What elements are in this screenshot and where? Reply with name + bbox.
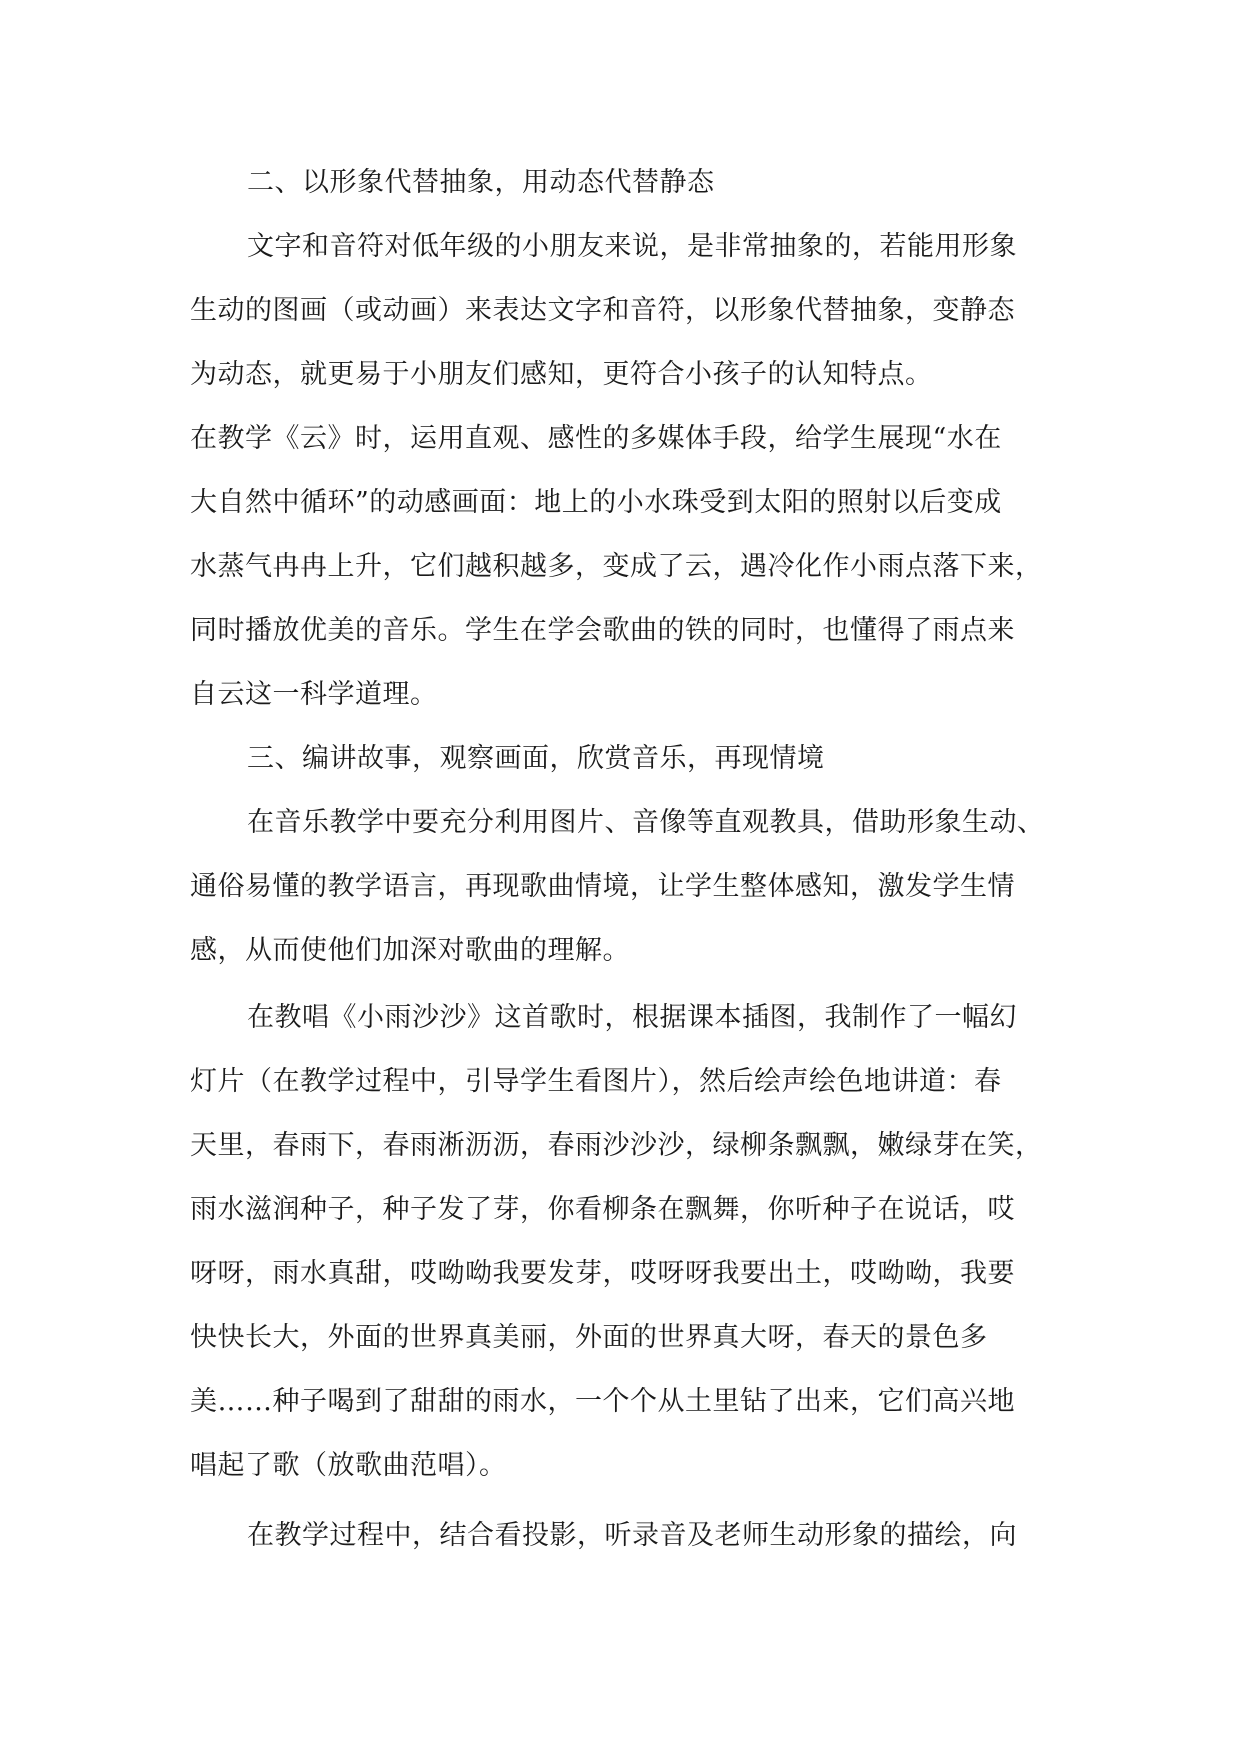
paragraph-line: 美……种子喝到了甜甜的雨水，一个个从土里钻了出来，它们高兴地	[190, 1386, 1015, 1417]
paragraph-line: 水蒸气冉冉上升，它们越积越多，变成了云，遇冷化作小雨点落下来，	[190, 551, 1043, 582]
paragraph-line: 在教唱《小雨沙沙》这首歌时，根据课本插图，我制作了一幅幻	[247, 1002, 1017, 1033]
paragraph-line: 快快长大，外面的世界真美丽，外面的世界真大呀，春天的景色多	[190, 1322, 988, 1353]
section-heading-3: 三、编讲故事，观察画面，欣赏音乐，再现情境	[247, 743, 825, 774]
paragraph-line: 生动的图画（或动画）来表达文字和音符，以形象代替抽象，变静态	[190, 295, 1015, 326]
paragraph-line: 感，从而使他们加深对歌曲的理解。	[190, 935, 630, 966]
paragraph-line: 大自然中循环”的动感画面：地上的小水珠受到太阳的照射以后变成	[190, 487, 1002, 518]
paragraph-line: 天里，春雨下，春雨淅沥沥，春雨沙沙沙，绿柳条飘飘，嫩绿芽在笑，	[190, 1130, 1043, 1161]
paragraph-line: 唱起了歌（放歌曲范唱）。	[190, 1450, 507, 1481]
paragraph-line: 在音乐教学中要充分利用图片、音像等直观教具，借助形象生动、	[247, 807, 1045, 838]
paragraph-line: 雨水滋润种子，种子发了芽，你看柳条在飘舞，你听种子在说话，哎	[190, 1194, 1015, 1225]
paragraph-line: 在教学《云》时，运用直观、感性的多媒体手段，给学生展现“水在	[190, 423, 1002, 454]
section-heading-2: 二、以形象代替抽象，用动态代替静态	[247, 167, 715, 198]
paragraph-line: 灯片（在教学过程中，引导学生看图片），然后绘声绘色地讲道：春	[190, 1066, 1002, 1097]
paragraph-line: 自云这一科学道理。	[190, 679, 438, 710]
paragraph-line: 在教学过程中，结合看投影，听录音及老师生动形象的描绘，向	[247, 1520, 1017, 1551]
paragraph-line: 同时播放优美的音乐。学生在学会歌曲的铁的同时，也懂得了雨点来	[190, 615, 1015, 646]
paragraph-line: 文字和音符对低年级的小朋友来说，是非常抽象的，若能用形象	[247, 231, 1017, 262]
paragraph-line: 呀呀，雨水真甜，哎呦呦我要发芽，哎呀呀我要出土，哎呦呦，我要	[190, 1258, 1015, 1289]
paragraph-line: 通俗易懂的教学语言，再现歌曲情境，让学生整体感知，激发学生情	[190, 871, 1015, 902]
paragraph-line: 为动态，就更易于小朋友们感知，更符合小孩子的认知特点。	[190, 359, 933, 390]
